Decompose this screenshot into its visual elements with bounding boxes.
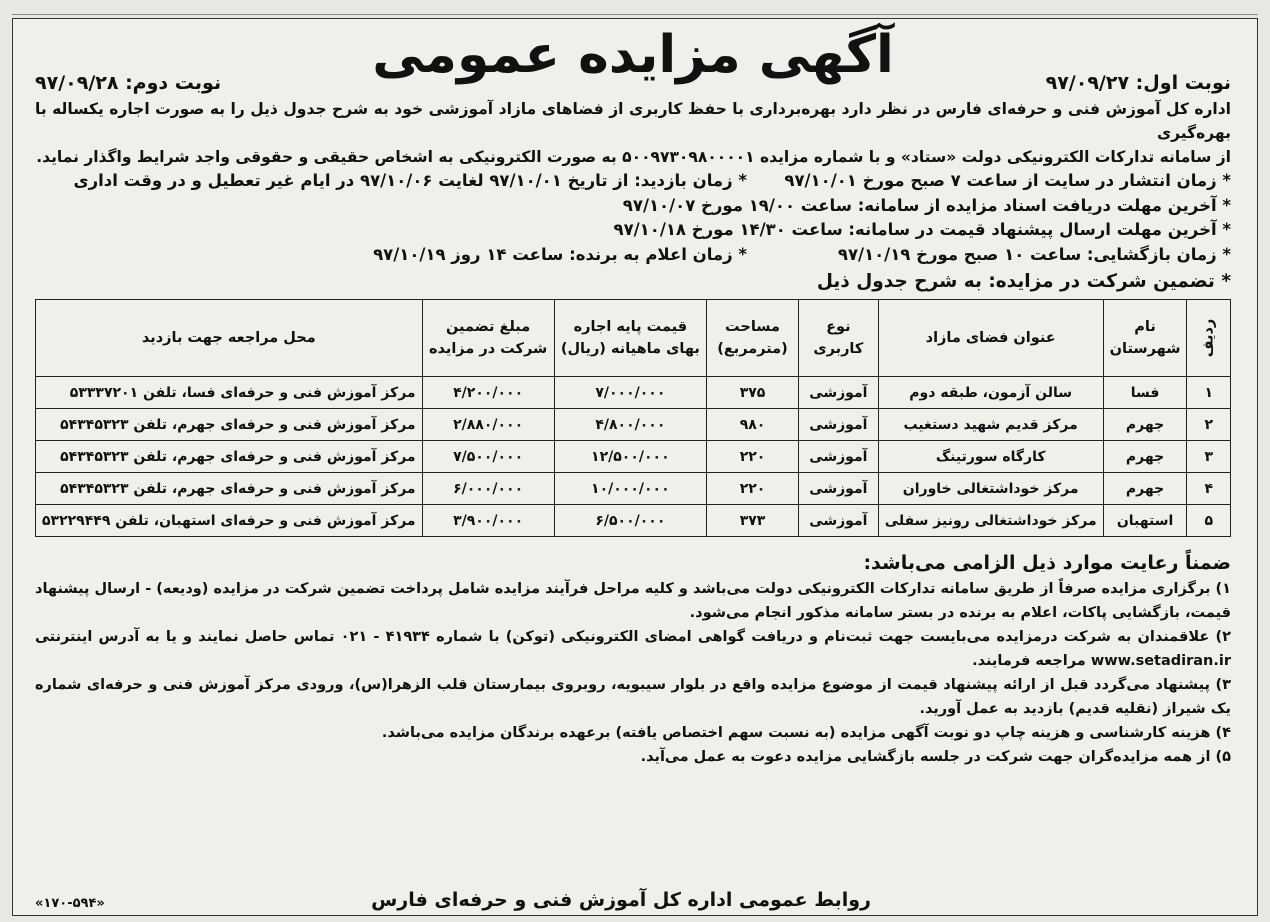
cell-area: ۲۲۰: [707, 473, 799, 505]
cell-space: مرکز قدیم شهید دستغیب: [878, 409, 1103, 441]
public-relations-signature: روابط عمومی اداره کل آموزش فنی و حرفه‌ای فارس: [371, 889, 871, 911]
cell-base-price: ۶/۵۰۰/۰۰۰: [554, 505, 706, 537]
cell-space: سالن آزمون، طبقه دوم: [878, 377, 1103, 409]
cell-space: مرکز خوداشتغالی رونیز سفلی: [878, 505, 1103, 537]
cell-city: جهرم: [1103, 473, 1187, 505]
intro-line-2: از سامانه تدارکات الکترونیکی دولت «ستاد» و با شماره مزایده ۵۰۰۹۷۳۰۹۸۰۰۰۰۱ به صورت الکترونیکی به اشخاص حقیقی و حقوقی واجد شرایط واگذار نماید.: [36, 148, 1231, 166]
requirement-item: ۳) پیشنهاد می‌گردد قبل از ارائه پیشنهاد قیمت از موضوع مزایده واقع در بلوار سیبویه، روبروی بیمارستان قلب الزهرا(س)، ورودی مرکز آموزش فنی و حرفه‌ای شماره یک شیراز (نقلیه قدیم) بازدید به عمل آورید.: [35, 677, 1231, 717]
cell-area: ۳۷۳: [707, 505, 799, 537]
table-row: [36, 441, 1231, 473]
cell-guarantee: ۶/۰۰۰/۰۰۰: [422, 473, 554, 505]
cell-base-price: ۱۰/۰۰۰/۰۰۰: [554, 473, 706, 505]
cell-area: ۹۸۰: [707, 409, 799, 441]
bullet-offer-deadline: * آخرین مهلت ارسال پیشنهاد قیمت در سامانه: ساعت ۱۴/۳۰ مورخ ۹۷/۱۰/۱۸: [613, 220, 1231, 239]
ad-title: آگهی مزایده عمومی: [372, 25, 894, 85]
bullet-doc-deadline: * آخرین مهلت دریافت اسناد مزایده از سامانه: ساعت ۱۹/۰۰ مورخ ۹۷/۱۰/۰۷: [622, 195, 1231, 215]
requirement-item: ۵) از همه مزایده‌گران جهت شرکت در جلسه بازگشایی مزایده دعوت به عمل می‌آید.: [640, 749, 1231, 765]
cell-row: ۵: [1187, 505, 1231, 537]
cell-base-price: ۷/۰۰۰/۰۰۰: [554, 377, 706, 409]
table-row: [36, 377, 1231, 409]
requirement-item: ۱) برگزاری مزایده صرفاً از طریق سامانه تدارکات الکترونیکی دولت می‌باشد و کلیه مراحل فرآیند مزایده شامل پرداخت تضمین شرکت در مزایده (ودیعه) - ارسال پیشنهاد قیمت، بازگشایی پاکات، اعلام به برنده در بستر سامانه مذکور انجام می‌شود.: [35, 581, 1231, 621]
ad-frame: [12, 18, 1258, 916]
col-usage: نوع کاربری: [798, 300, 878, 377]
col-row: ردیف: [1187, 300, 1231, 377]
previous-ad-strip: [12, 0, 1258, 15]
cell-usage: آموزشی: [798, 473, 878, 505]
bullet-publish: * زمان انتشار در سایت از ساعت ۷ صبح مورخ ۹۷/۱۰/۰۱: [784, 171, 1231, 190]
cell-area: ۳۷۵: [707, 377, 799, 409]
cell-city: جهرم: [1103, 409, 1187, 441]
cell-row: ۱: [1187, 377, 1231, 409]
cell-city: جهرم: [1103, 441, 1187, 473]
cell-row: ۲: [1187, 409, 1231, 441]
bullet-visit: * زمان بازدید: از تاریخ ۹۷/۱۰/۰۱ لغایت ۹۷/۱۰/۰۶ در ایام غیر تعطیل و در وقت اداری: [73, 171, 747, 190]
cell-space: مرکز خوداشتغالی خاوران: [878, 473, 1103, 505]
bullet-publish-visit: [35, 169, 1231, 194]
bullet-opening-announce: [35, 243, 1231, 268]
cell-visit-place: مرکز آموزش فنی و حرفه‌ای جهرم، تلفن ۵۴۳۴۵۳۲۳: [36, 409, 423, 441]
cell-guarantee: ۳/۹۰۰/۰۰۰: [422, 505, 554, 537]
col-base-price: قیمت پایه اجاره بهای ماهیانه (ریال): [554, 300, 706, 377]
cell-row: ۴: [1187, 473, 1231, 505]
bullet-announce: * زمان اعلام به برنده: ساعت ۱۴ روز ۹۷/۱۰/۱۹: [373, 244, 747, 264]
table-header-row: [36, 300, 1231, 377]
table-row: [36, 409, 1231, 441]
first-publication: نوبت اول: ۹۷/۰۹/۲۷: [1045, 72, 1231, 94]
col-guarantee: مبلغ تضمین شرکت در مزایده: [422, 300, 554, 377]
table-row: [36, 473, 1231, 505]
requirement-item: ۴) هزینه کارشناسی و هزینه چاپ دو نوبت آگهی مزایده (به نسبت سهم اختصاص یافته) برعهده برندگان مزایده می‌باشد.: [381, 725, 1231, 741]
cell-usage: آموزشی: [798, 377, 878, 409]
cell-base-price: ۴/۸۰۰/۰۰۰: [554, 409, 706, 441]
requirements-section: [35, 549, 1231, 769]
second-publication: نوبت دوم: ۹۷/۰۹/۲۸: [35, 72, 222, 94]
col-visit-place: محل مراجعه جهت بازدید: [36, 300, 423, 377]
cell-usage: آموزشی: [798, 409, 878, 441]
cell-guarantee: ۲/۸۸۰/۰۰۰: [422, 409, 554, 441]
cell-guarantee: ۷/۵۰۰/۰۰۰: [422, 441, 554, 473]
cell-usage: آموزشی: [798, 505, 878, 537]
table-row: [36, 505, 1231, 537]
intro-line-1: اداره کل آموزش فنی و حرفه‌ای فارس در نظر دارد بهره‌برداری با حفظ کاربری از فضاهای مازاد آموزشی خود به شرح جدول ذیل را به صورت اجاره یکساله با بهره‌گیری: [35, 100, 1231, 142]
cell-visit-place: مرکز آموزش فنی و حرفه‌ای جهرم، تلفن ۵۴۳۴۵۳۲۳: [36, 473, 423, 505]
cell-row: ۳: [1187, 441, 1231, 473]
cell-guarantee: ۴/۲۰۰/۰۰۰: [422, 377, 554, 409]
cell-city: استهبان: [1103, 505, 1187, 537]
requirement-item: ۲) علاقمندان به شرکت درمزایده می‌بایست جهت ثبت‌نام و دریافت گواهی امضای الکترونیکی (توکن) با شماره ۴۱۹۳۴ - ۰۲۱ تماس حاصل نمایند و یا به آدرس اینترنتی www.setadiran.ir مراجعه فرمایند.: [35, 629, 1231, 669]
ad-code: «۱۷۰-۵۹۴»: [35, 896, 105, 911]
cell-space: کارگاه سورتینگ: [878, 441, 1103, 473]
cell-base-price: ۱۲/۵۰۰/۰۰۰: [554, 441, 706, 473]
col-area: مساحت (مترمربع): [707, 300, 799, 377]
col-space: عنوان فضای مازاد: [878, 300, 1103, 377]
bullet-opening: * زمان بازگشایی: ساعت ۱۰ صبح مورخ ۹۷/۱۰/۱۹: [837, 244, 1231, 264]
cell-city: فسا: [1103, 377, 1187, 409]
cell-usage: آموزشی: [798, 441, 878, 473]
cell-visit-place: مرکز آموزش فنی و حرفه‌ای جهرم، تلفن ۵۴۳۴۵۳۲۳: [36, 441, 423, 473]
cell-visit-place: مرکز آموزش فنی و حرفه‌ای فسا، تلفن ۵۳۳۳۷۲۰۱: [36, 377, 423, 409]
ad-footer: [35, 889, 1231, 911]
requirements-heading: ضمناً رعایت موارد ذیل الزامی می‌باشد:: [863, 552, 1231, 574]
col-city: نام شهرستان: [1103, 300, 1187, 377]
cell-visit-place: مرکز آموزش فنی و حرفه‌ای استهبان، تلفن ۵۳۲۲۹۴۴۹: [36, 505, 423, 537]
guarantee-heading: * تضمین شرکت در مزایده: به شرح جدول ذیل: [816, 271, 1231, 292]
cell-area: ۲۲۰: [707, 441, 799, 473]
auction-table: [35, 299, 1231, 537]
